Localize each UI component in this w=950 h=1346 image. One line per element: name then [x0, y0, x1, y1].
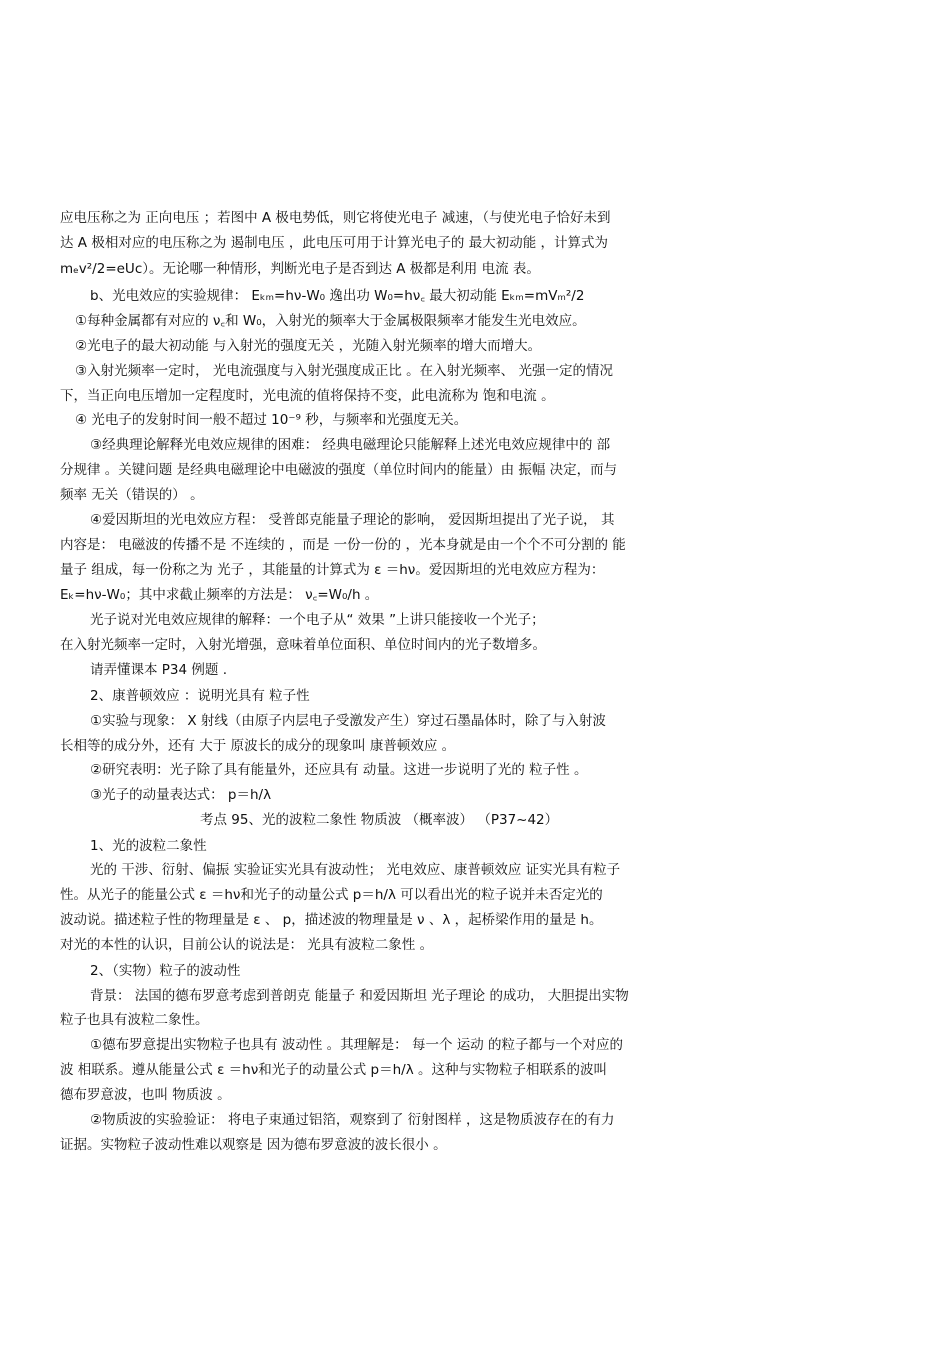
text-line: ①德布罗意提出实物粒子也具有 波动性 。其理解是： 每一个 运动 的粒子都与一个对应的	[90, 1037, 624, 1053]
text-line: 应电压称之为 正向电压 ；若图中 A 极电势低，则它将使光电子 减速，（与使光电子恰好未到	[60, 210, 611, 226]
text-line: b、光电效应的实验规律： Eₖₘ=hν-W₀ 逸出功 W₀=hν꜀ 最大初动能 Eₖₘ=mVₘ²/2	[90, 288, 585, 304]
text-line: 光子说对光电效应规律的解释：一个电子从“ 效果 ”上讲只能接收一个光子；	[90, 612, 545, 628]
text-line: 下，当正向电压增加一定程度时，光电流的值将保持不变，此电流称为 饱和电流 。	[60, 388, 555, 404]
text-line: ②研究表明：光子除了具有能量外，还应具有 动量。这进一步说明了光的 粒子性 。	[90, 762, 588, 778]
section-heading: 2、康普顿效应 ：说明光具有 粒子性	[90, 688, 310, 704]
text-line: 光的 干涉、衍射、偏振 实验证实光具有波动性； 光电效应、康普顿效应 证实光具有粒子	[90, 862, 621, 878]
text-line: 长相等的成分外，还有 大于 原波长的成分的现象叫 康普顿效应 。	[60, 738, 456, 754]
text-line: mₑv²/2=eUc）。无论哪一种情形，判断光电子是否到达 A 极都是利用 电流 表。	[60, 261, 540, 277]
topic-heading: 考点 95、光的波粒二象性 物质波 （概率波） （P37~42）	[200, 812, 559, 828]
text-line: 量子 组成，每一份称之为 光子 ，其能量的计算式为 ε ＝hν。爱因斯坦的光电效应方程为：	[60, 562, 605, 578]
text-line: 内容是： 电磁波的传播不是 不连续的 ，而是 一份一份的 ，光本身就是由一个个不可分割的 能	[60, 537, 626, 553]
text-line: ②光电子的最大初动能 与入射光的强度无关 ，光随入射光频率的增大而增大。	[75, 338, 542, 354]
text-line: ①每种金属都有对应的 ν꜀和 W₀，入射光的频率大于金属极限频率才能发生光电效应。	[75, 313, 586, 329]
text-line: 证据。实物粒子波动性难以观察是 因为德布罗意波的波长很小 。	[60, 1137, 447, 1153]
text-line: ④ 光电子的发射时间一般不超过 10⁻⁹ 秒，与频率和光强度无关。	[75, 412, 468, 428]
text-line: 波动说。描述粒子性的物理量是 ε 、 p，描述波的物理量是 ν 、λ ，起桥梁作用的量是 h。	[60, 912, 603, 928]
text-line: 性。从光子的能量公式 ε ＝hν和光子的动量公式 p＝h/λ 可以看出光的粒子说并未否定光的	[60, 887, 603, 903]
text-line: Eₖ=hν-W₀；其中求截止频率的方法是： ν꜀=W₀/h 。	[60, 587, 379, 603]
text-line: ③光子的动量表达式： p＝h/λ	[90, 787, 272, 803]
text-line: 分规律 。关键问题 是经典电磁理论中电磁波的强度（单位时间内的能量）由 振幅 决定，而与	[60, 462, 618, 478]
text-line: 对光的本性的认识，目前公认的说法是： 光具有波粒二象性 。	[60, 937, 434, 953]
text-line: 粒子也具有波粒二象性。	[60, 1012, 209, 1028]
text-line: 波 相联系。遵从能量公式 ε ＝hν和光子的动量公式 p＝h/λ 。这种与实物粒子相联系的波叫	[60, 1062, 608, 1078]
text-line: 达 A 极相对应的电压称之为 遏制电压 ，此电压可用于计算光电子的 最大初动能 ，计算式为	[60, 235, 608, 251]
text-line: ①实验与现象： X 射线（由原子内层电子受激发产生）穿过石墨晶体时，除了与入射波	[90, 713, 606, 729]
text-line: 频率 无关（错误的） 。	[60, 487, 204, 503]
text-line: 在入射光频率一定时，入射光增强，意味着单位面积、单位时间内的光子数增多。	[60, 637, 546, 653]
text-line: ②物质波的实验验证： 将电子束通过铝箔，观察到了 衍射图样 ，这是物质波存在的有力	[90, 1112, 615, 1128]
text-line: ③入射光频率一定时， 光电流强度与入射光强度成正比 。在入射光频率、 光强一定的情况	[75, 363, 613, 379]
text-line: 德布罗意波，也叫 物质波 。	[60, 1087, 231, 1103]
text-line: 背景： 法国的德布罗意考虑到普朗克 能量子 和爱因斯坦 光子理论 的成功， 大胆提出实物	[90, 988, 629, 1004]
text-line: ③经典理论解释光电效应规律的困难： 经典电磁理论只能解释上述光电效应规律中的 部	[90, 437, 611, 453]
text-line: ④爱因斯坦的光电效应方程： 受普郎克能量子理论的影响， 爱因斯坦提出了光子说， 其	[90, 512, 615, 528]
section-heading: 2、（实物）粒子的波动性	[90, 963, 241, 979]
section-heading: 1、光的波粒二象性	[90, 838, 207, 854]
text-line: 请弄懂课本 P34 例题 .	[90, 662, 227, 678]
